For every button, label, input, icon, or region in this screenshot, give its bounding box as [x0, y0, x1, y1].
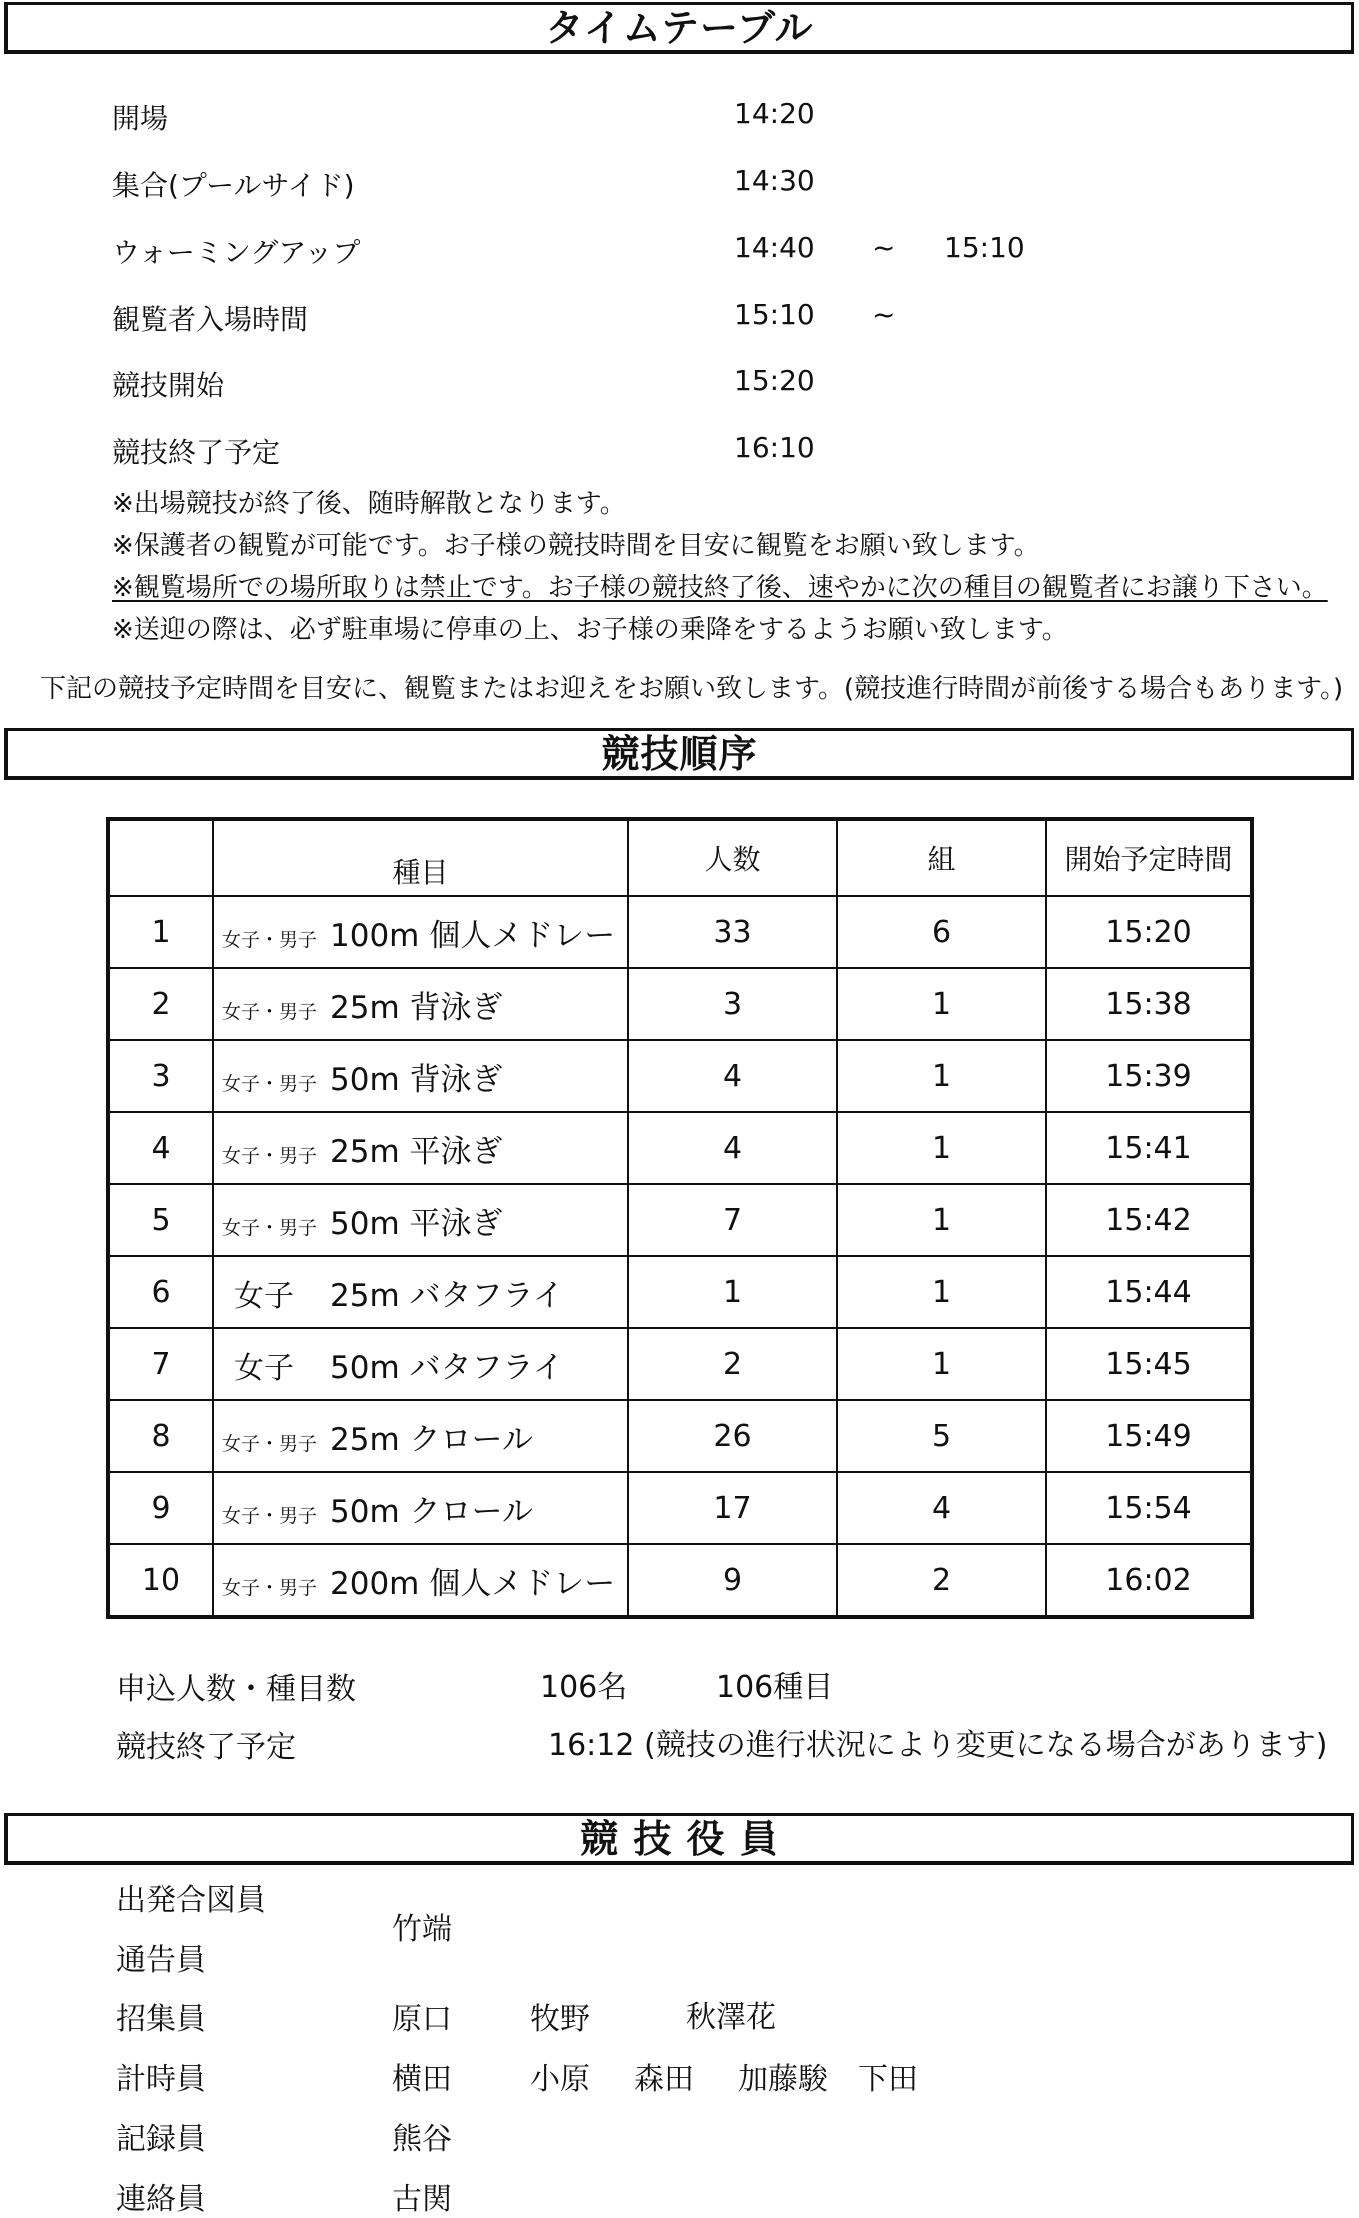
- table-row: [108, 1184, 1252, 1256]
- event-order-table: [106, 817, 1254, 1619]
- schedule-time: 14:30: [734, 164, 815, 197]
- event-gender: 女子・男子: [222, 1000, 318, 1023]
- timer-name-4: 加藤駿: [738, 2062, 828, 2097]
- officials-title: 競 技 役 員: [580, 1817, 779, 1861]
- table-row: [108, 968, 1252, 1040]
- clerk-name-2: 牧野: [530, 2002, 590, 2037]
- schedule-label: 観覧者入場時間: [112, 303, 309, 336]
- people-count: 17: [628, 1472, 837, 1544]
- table-row: [108, 1040, 1252, 1112]
- table-row: [108, 1472, 1252, 1544]
- timer-name-5: 下田: [858, 2062, 918, 2097]
- schedule-label: 競技開始: [112, 369, 225, 402]
- start-time: 15:41: [1046, 1112, 1252, 1184]
- note-4: ※送迎の際は、必ず駐車場に停車の上、お子様の乗降をするようお願い致します。: [112, 615, 1068, 645]
- announcer-label: 通告員: [116, 1943, 206, 1978]
- order-title: 競技順序: [601, 732, 758, 776]
- liaison-label: 連絡員: [116, 2182, 206, 2217]
- row-number: 3: [108, 1040, 213, 1112]
- timer-label: 計時員: [116, 2062, 206, 2097]
- group-count: 1: [837, 1112, 1046, 1184]
- row-number: 10: [108, 1544, 213, 1617]
- row-number: 9: [108, 1472, 213, 1544]
- end-label: 競技終了予定: [116, 1730, 296, 1765]
- schedule-time: 14:40: [734, 231, 815, 264]
- order-header: [4, 728, 1354, 780]
- clerk-label: 招集員: [116, 2002, 206, 2037]
- entries-people: 106名: [540, 1670, 628, 1705]
- table-header-row: [108, 819, 1252, 896]
- header-people: 人数: [628, 819, 837, 896]
- group-count: 4: [837, 1472, 1046, 1544]
- start-time: 15:54: [1046, 1472, 1252, 1544]
- schedule-tilde: ~: [872, 298, 896, 331]
- group-count: 2: [837, 1544, 1046, 1617]
- recorder-label: 記録員: [116, 2122, 206, 2157]
- entries-label: 申込人数・種目数: [116, 1672, 356, 1707]
- starter-label: 出発合図員: [116, 1883, 266, 1918]
- event-gender: 女子: [234, 1350, 294, 1386]
- schedule-label: 集合(プールサイド): [112, 169, 355, 202]
- start-time: 15:38: [1046, 968, 1252, 1040]
- group-count: 5: [837, 1400, 1046, 1472]
- schedule-label: 競技終了予定: [112, 436, 281, 469]
- event-name: 100m 個人メドレー: [330, 917, 616, 954]
- event-gender: 女子・男子: [222, 1144, 318, 1167]
- people-count: 33: [628, 896, 837, 968]
- group-count: 1: [837, 1256, 1046, 1328]
- event-cell: [213, 896, 628, 968]
- note-3: ※観覧場所での場所取りは禁止です。お子様の競技終了後、速やかに次の種目の観覧者にお譲り下さい。: [112, 573, 1328, 603]
- people-count: 7: [628, 1184, 837, 1256]
- event-cell: [213, 1184, 628, 1256]
- row-number: 4: [108, 1112, 213, 1184]
- timer-name-1: 横田: [392, 2062, 452, 2097]
- clerk-name-1: 原口: [392, 2002, 452, 2037]
- table-row: [108, 1256, 1252, 1328]
- start-time: 15:49: [1046, 1400, 1252, 1472]
- timer-name-2: 小原: [530, 2062, 590, 2097]
- group-count: 1: [837, 1328, 1046, 1400]
- end-value: 16:12 (競技の進行状況により変更になる場合があります): [548, 1728, 1328, 1763]
- timetable-header: [4, 2, 1354, 54]
- start-time: 16:02: [1046, 1544, 1252, 1617]
- row-number: 5: [108, 1184, 213, 1256]
- event-name: 200m 個人メドレー: [330, 1565, 616, 1602]
- group-count: 1: [837, 1040, 1046, 1112]
- header-groups: 組: [837, 819, 1046, 896]
- event-cell: [213, 1328, 628, 1400]
- event-name: 50m 平泳ぎ: [330, 1205, 503, 1242]
- event-gender: 女子・男子: [222, 1216, 318, 1239]
- row-number: 2: [108, 968, 213, 1040]
- schedule-tilde: ~: [872, 231, 896, 264]
- officials-header: [4, 1813, 1354, 1865]
- row-number: 8: [108, 1400, 213, 1472]
- people-count: 4: [628, 1112, 837, 1184]
- table-row: [108, 1400, 1252, 1472]
- schedule-label: 開場: [112, 102, 169, 135]
- guidance-text: 下記の競技予定時間を目安に、観覧またはお迎えをお願い致します。(競技進行時間が前後する場合もあります。): [40, 674, 1344, 704]
- people-count: 26: [628, 1400, 837, 1472]
- table-row: [108, 1112, 1252, 1184]
- table-row: [108, 1328, 1252, 1400]
- people-count: 4: [628, 1040, 837, 1112]
- start-time: 15:39: [1046, 1040, 1252, 1112]
- table-body: [108, 896, 1252, 1617]
- event-gender: 女子・男子: [222, 1504, 318, 1527]
- header-event: 種目: [213, 819, 628, 896]
- event-cell: [213, 1256, 628, 1328]
- event-name: 25m 平泳ぎ: [330, 1133, 503, 1170]
- event-cell: [213, 1544, 628, 1617]
- event-gender: 女子・男子: [222, 1576, 318, 1599]
- group-count: 6: [837, 896, 1046, 968]
- timetable-title: タイムテーブル: [545, 6, 814, 50]
- entries-events: 106種目: [716, 1670, 834, 1705]
- event-name: 50m 背泳ぎ: [330, 1061, 503, 1098]
- note-1: ※出場競技が終了後、随時解散となります。: [112, 489, 626, 519]
- row-number: 1: [108, 896, 213, 968]
- event-cell: [213, 1112, 628, 1184]
- table-row: [108, 896, 1252, 968]
- start-time: 15:20: [1046, 896, 1252, 968]
- event-name: 25m クロール: [330, 1421, 533, 1458]
- note-2: ※保護者の観覧が可能です。お子様の競技時間を目安に観覧をお願い致します。: [112, 531, 1040, 561]
- event-cell: [213, 1400, 628, 1472]
- event-gender: 女子・男子: [222, 1432, 318, 1455]
- liaison-name: 古関: [392, 2182, 452, 2217]
- header-start-time: 開始予定時間: [1046, 819, 1252, 896]
- start-time: 15:44: [1046, 1256, 1252, 1328]
- schedule-label: ウォーミングアップ: [112, 236, 361, 269]
- people-count: 9: [628, 1544, 837, 1617]
- event-name: 50m バタフライ: [330, 1349, 564, 1386]
- row-number: 7: [108, 1328, 213, 1400]
- timer-name-3: 森田: [634, 2062, 694, 2097]
- event-gender: 女子・男子: [222, 1072, 318, 1095]
- table-row: [108, 1544, 1252, 1617]
- event-cell: [213, 1040, 628, 1112]
- recorder-name: 熊谷: [392, 2122, 452, 2157]
- event-name: 50m クロール: [330, 1493, 533, 1530]
- group-count: 1: [837, 1184, 1046, 1256]
- event-cell: [213, 1472, 628, 1544]
- schedule-time: 15:10: [734, 298, 815, 331]
- event-name: 25m 背泳ぎ: [330, 989, 503, 1026]
- event-name: 25m バタフライ: [330, 1277, 564, 1314]
- start-time: 15:42: [1046, 1184, 1252, 1256]
- start-time: 15:45: [1046, 1328, 1252, 1400]
- schedule-time: 14:20: [734, 97, 815, 130]
- event-gender: 女子: [234, 1278, 294, 1314]
- schedule-time: 16:10: [734, 431, 815, 464]
- event-gender: 女子・男子: [222, 928, 318, 951]
- clerk-name-3: 秋澤花: [686, 2000, 776, 2035]
- people-count: 1: [628, 1256, 837, 1328]
- schedule-end-time: 15:10: [944, 231, 1025, 264]
- people-count: 3: [628, 968, 837, 1040]
- starter-announcer-name: 竹端: [392, 1912, 452, 1947]
- schedule-time: 15:20: [734, 364, 815, 397]
- group-count: 1: [837, 968, 1046, 1040]
- people-count: 2: [628, 1328, 837, 1400]
- event-cell: [213, 968, 628, 1040]
- header-no: [108, 819, 213, 896]
- row-number: 6: [108, 1256, 213, 1328]
